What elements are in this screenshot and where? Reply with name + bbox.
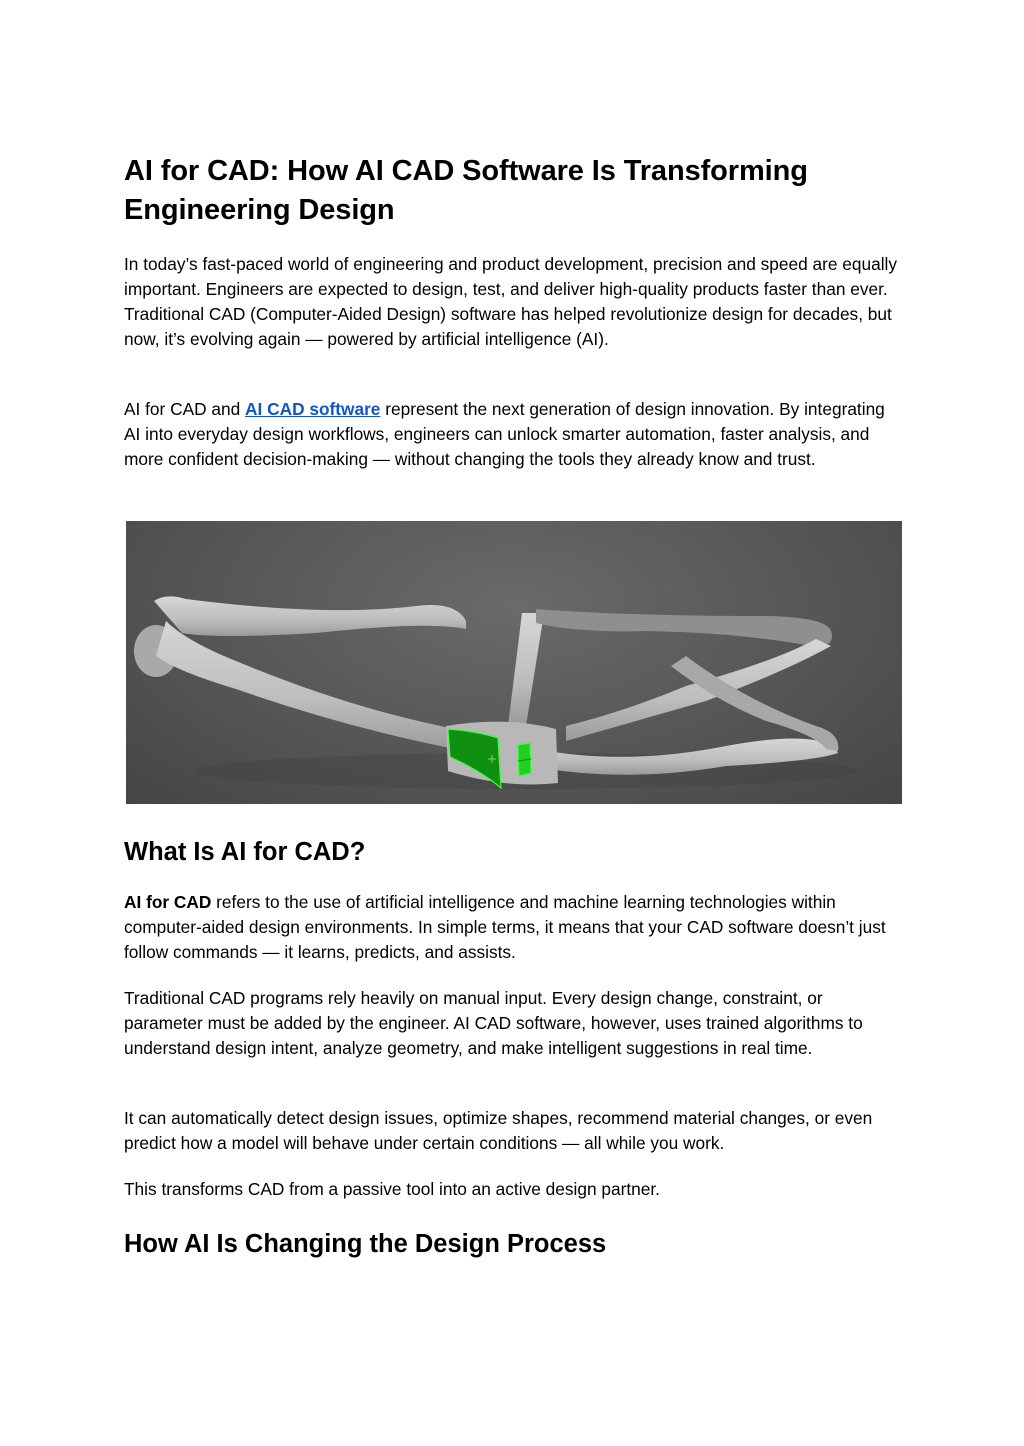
second-paragraph (124, 397, 904, 472)
article-title: AI for CAD: How AI CAD Software Is Transforming Engineering Design (124, 155, 808, 226)
section-heading-how-ai-is-changing: How AI Is Changing the Design Process (124, 1230, 607, 1258)
second-paragraph-lead: AI for CAD and (124, 399, 246, 419)
intro-paragraph: In today’s fast-paced world of engineering and product development, precision and speed are equally important. Engineers are expected to design, test, and deliver high-quality products faster than ever. Traditional CAD (Computer-Aided Design) software has helped revolutionize design for decades, but now, it’s evolving again — powered by artificial intelligence (AI). (124, 254, 898, 349)
what-is-paragraph-4: This transforms CAD from a passive tool into an active design partner. (124, 1179, 660, 1199)
bike-frame-render (126, 521, 902, 804)
what-is-paragraph-3: It can automatically detect design issues, optimize shapes, recommend material changes, or even predict how a model will behave under certain conditions — all while you work. (124, 1108, 873, 1153)
what-is-paragraph-1-text: refers to the use of artificial intelligence and machine learning technologies within computer-aided design environments. In simple terms, it means that your CAD software doesn’t just follow commands — it learns, predicts, and assists. (124, 892, 886, 962)
what-is-paragraph-1 (124, 890, 904, 965)
bold-term-ai-for-cad: AI for CAD (124, 892, 212, 912)
what-is-paragraph-2: Traditional CAD programs rely heavily on manual input. Every design change, constraint, or parameter must be added by the engineer. AI CAD software, however, uses trained algorithms to understand design intent, analyze geometry, and make intelligent suggestions in real time. (124, 988, 863, 1058)
ai-cad-software-link[interactable]: AI CAD software (245, 399, 381, 419)
section-heading-what-is-ai-for-cad: What Is AI for CAD? (124, 838, 366, 866)
bike-frame-cad-image (126, 521, 902, 804)
second-paragraph-rest: represent the next generation of design innovation. By integrating AI into everyday design workflows, engineers can unlock smarter automation, faster analysis, and more confident decision-making — without changing the tools they already know and trust. (124, 399, 885, 469)
